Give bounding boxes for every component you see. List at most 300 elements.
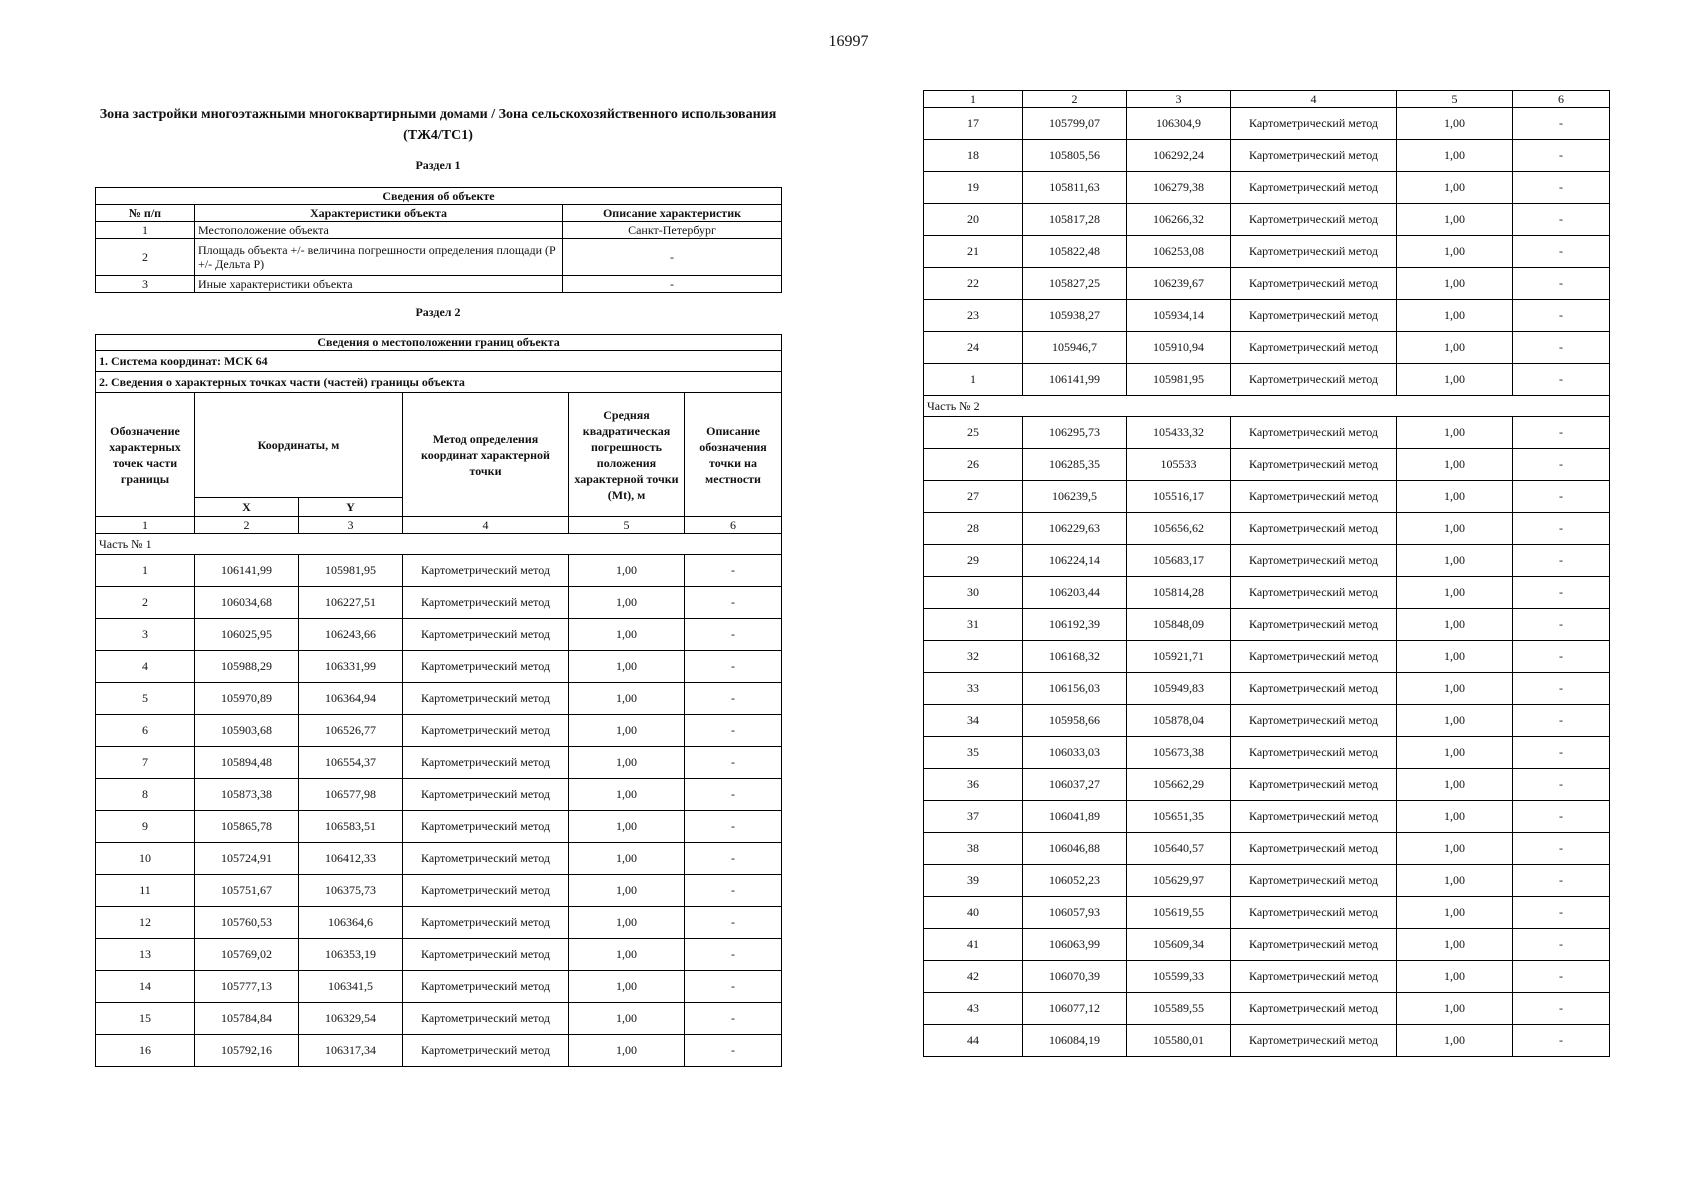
point-number: 30 <box>924 577 1023 609</box>
point-description: - <box>685 1035 782 1067</box>
coord-y: 105640,57 <box>1127 833 1231 865</box>
coord-x: 106229,63 <box>1023 513 1127 545</box>
error-value: 1,00 <box>1397 236 1513 268</box>
coord-y: 106341,5 <box>299 971 403 1003</box>
coord-y: 106253,08 <box>1127 236 1231 268</box>
coord-x: 105903,68 <box>195 715 299 747</box>
col-number: 2 <box>195 517 299 534</box>
table-row <box>96 651 782 683</box>
point-description: - <box>1513 236 1610 268</box>
error-value: 1,00 <box>1397 513 1513 545</box>
error-value: 1,00 <box>1397 961 1513 993</box>
error-value: 1,00 <box>1397 172 1513 204</box>
point-description: - <box>1513 865 1610 897</box>
method: Картометрический метод <box>403 715 569 747</box>
point-description: - <box>685 587 782 619</box>
point-description: - <box>1513 929 1610 961</box>
table-row <box>96 683 782 715</box>
y-header: Y <box>299 498 403 517</box>
point-description: - <box>1513 673 1610 705</box>
point-description: - <box>1513 545 1610 577</box>
coord-system: 1. Система координат: МСК 64 <box>96 351 782 372</box>
error-value: 1,00 <box>1397 993 1513 1025</box>
table-row <box>96 276 782 293</box>
point-description: - <box>685 683 782 715</box>
table-row <box>924 300 1610 332</box>
coord-x: 105827,25 <box>1023 268 1127 300</box>
coord-x: 105777,13 <box>195 971 299 1003</box>
document-title: Зона застройки многоэтажными многоквартирными домами / Зона сельскохозяйственного использования (ТЖ4/ТС1) <box>99 107 777 143</box>
error-value: 1,00 <box>569 971 685 1003</box>
table-row <box>924 801 1610 833</box>
table-row <box>924 204 1610 236</box>
point-number: 40 <box>924 897 1023 929</box>
method: Картометрический метод <box>1231 1025 1397 1057</box>
coord-x: 106285,35 <box>1023 449 1127 481</box>
point-number: 3 <box>96 619 195 651</box>
table-row <box>96 843 782 875</box>
point-number: 9 <box>96 811 195 843</box>
error-value: 1,00 <box>1397 897 1513 929</box>
method: Картометрический метод <box>1231 417 1397 449</box>
point-number: 32 <box>924 641 1023 673</box>
error-value: 1,00 <box>1397 577 1513 609</box>
point-description: - <box>1513 332 1610 364</box>
object-info-title: Сведения об объекте <box>96 188 782 205</box>
error-value: 1,00 <box>569 555 685 587</box>
coord-x: 106168,32 <box>1023 641 1127 673</box>
coord-x: 106025,95 <box>195 619 299 651</box>
method: Картометрический метод <box>1231 268 1397 300</box>
coord-y: 105848,09 <box>1127 609 1231 641</box>
point-description: - <box>1513 108 1610 140</box>
coord-y: 105662,29 <box>1127 769 1231 801</box>
coord-y: 106331,99 <box>299 651 403 683</box>
point-number: 42 <box>924 961 1023 993</box>
method: Картометрический метод <box>403 747 569 779</box>
row-number: 1 <box>96 222 195 239</box>
table-row <box>924 481 1610 513</box>
point-number: 21 <box>924 236 1023 268</box>
coord-x: 106063,99 <box>1023 929 1127 961</box>
coord-y: 106227,51 <box>299 587 403 619</box>
table-row <box>96 875 782 907</box>
point-number: 5 <box>96 683 195 715</box>
point-number: 38 <box>924 833 1023 865</box>
method: Картометрический метод <box>1231 449 1397 481</box>
table-row <box>924 737 1610 769</box>
point-description: - <box>685 875 782 907</box>
table-row <box>96 587 782 619</box>
error-value: 1,00 <box>569 715 685 747</box>
method: Картометрический метод <box>1231 236 1397 268</box>
boundary-points-table-continued <box>923 90 1610 1057</box>
table-row <box>924 108 1610 140</box>
method: Картометрический метод <box>1231 609 1397 641</box>
point-number: 37 <box>924 801 1023 833</box>
point-description: - <box>1513 481 1610 513</box>
point-number: 8 <box>96 779 195 811</box>
coord-y: 106243,66 <box>299 619 403 651</box>
point-description: - <box>685 619 782 651</box>
col-number: 2 <box>1023 91 1127 108</box>
coord-y: 105619,55 <box>1127 897 1231 929</box>
error-value: 1,00 <box>569 875 685 907</box>
point-number: 25 <box>924 417 1023 449</box>
row-number: 3 <box>96 276 195 293</box>
method: Картометрический метод <box>1231 673 1397 705</box>
point-number: 24 <box>924 332 1023 364</box>
table-row <box>96 971 782 1003</box>
right-page <box>923 90 1609 1057</box>
coord-x: 105769,02 <box>195 939 299 971</box>
boundary-points-table <box>95 334 782 1067</box>
error-value: 1,00 <box>569 907 685 939</box>
table-row <box>924 609 1610 641</box>
part-1-label: Часть № 1 <box>96 534 782 555</box>
point-description: - <box>685 651 782 683</box>
col-number: 6 <box>685 517 782 534</box>
coord-x: 105751,67 <box>195 875 299 907</box>
table-row <box>96 939 782 971</box>
coord-y: 105533 <box>1127 449 1231 481</box>
point-number: 10 <box>96 843 195 875</box>
method: Картометрический метод <box>1231 513 1397 545</box>
section-1-heading: Раздел 1 <box>415 158 461 172</box>
point-description: - <box>1513 961 1610 993</box>
coord-y: 105910,94 <box>1127 332 1231 364</box>
method: Картометрический метод <box>1231 300 1397 332</box>
point-number: 41 <box>924 929 1023 961</box>
description-header: Описание обозначения точки на местности <box>685 393 782 517</box>
object-info-table <box>95 187 782 293</box>
col-number: 4 <box>403 517 569 534</box>
row-characteristic: Местоположение объекта <box>195 222 563 239</box>
error-value: 1,00 <box>1397 481 1513 513</box>
coord-y: 106364,94 <box>299 683 403 715</box>
point-number: 23 <box>924 300 1023 332</box>
col-description-header: Описание характеристик <box>563 205 782 222</box>
coord-x: 106070,39 <box>1023 961 1127 993</box>
table-row <box>924 417 1610 449</box>
col-number: 1 <box>96 517 195 534</box>
table-row <box>924 1025 1610 1057</box>
point-number: 36 <box>924 769 1023 801</box>
coord-y: 106412,33 <box>299 843 403 875</box>
error-value: 1,00 <box>569 939 685 971</box>
coord-y: 105673,38 <box>1127 737 1231 769</box>
point-description: - <box>1513 417 1610 449</box>
table-row <box>96 907 782 939</box>
coord-x: 106084,19 <box>1023 1025 1127 1057</box>
coord-x: 105792,16 <box>195 1035 299 1067</box>
coord-x: 105805,56 <box>1023 140 1127 172</box>
row-value: - <box>563 239 782 276</box>
coord-x: 106033,03 <box>1023 737 1127 769</box>
point-number: 11 <box>96 875 195 907</box>
page-number: 16997 <box>828 33 869 50</box>
coord-y: 105609,34 <box>1127 929 1231 961</box>
table-row <box>96 1035 782 1067</box>
point-description: - <box>1513 300 1610 332</box>
coord-y: 106266,32 <box>1127 204 1231 236</box>
method: Картометрический метод <box>1231 705 1397 737</box>
error-value: 1,00 <box>1397 545 1513 577</box>
coord-x: 106141,99 <box>1023 364 1127 396</box>
table-row <box>924 673 1610 705</box>
table-row <box>96 619 782 651</box>
table-row <box>924 364 1610 396</box>
point-description: - <box>1513 705 1610 737</box>
points-title: 2. Сведения о характерных точках части (частей) границы объекта <box>96 372 782 393</box>
table-row <box>924 897 1610 929</box>
col-number: 5 <box>1397 91 1513 108</box>
table-row <box>924 236 1610 268</box>
error-value: 1,00 <box>1397 737 1513 769</box>
method: Картометрический метод <box>1231 108 1397 140</box>
method: Картометрический метод <box>1231 897 1397 929</box>
table-row <box>96 811 782 843</box>
left-points-body <box>96 555 782 1067</box>
coord-y: 106375,73 <box>299 875 403 907</box>
row-value: - <box>563 276 782 293</box>
coord-y: 105589,55 <box>1127 993 1231 1025</box>
table-row <box>924 833 1610 865</box>
error-value: 1,00 <box>1397 140 1513 172</box>
error-value: 1,00 <box>1397 705 1513 737</box>
table-row <box>924 172 1610 204</box>
coord-x: 106046,88 <box>1023 833 1127 865</box>
error-value: 1,00 <box>569 1035 685 1067</box>
coord-y: 106292,24 <box>1127 140 1231 172</box>
method: Картометрический метод <box>1231 993 1397 1025</box>
coord-y: 106317,34 <box>299 1035 403 1067</box>
coord-x: 105958,66 <box>1023 705 1127 737</box>
table-row <box>924 705 1610 737</box>
row-characteristic: Площадь объекта +/- величина погрешности определения площади (Р +/- Дельта Р) <box>195 239 563 276</box>
point-number: 35 <box>924 737 1023 769</box>
error-value: 1,00 <box>1397 417 1513 449</box>
coord-x: 105946,7 <box>1023 332 1127 364</box>
part-2-label: Часть № 2 <box>924 396 1610 417</box>
column-number-row <box>924 91 1610 108</box>
coord-y: 106364,6 <box>299 907 403 939</box>
point-number: 20 <box>924 204 1023 236</box>
coord-y: 106304,9 <box>1127 108 1231 140</box>
point-number: 27 <box>924 481 1023 513</box>
point-number: 17 <box>924 108 1023 140</box>
point-description: - <box>1513 204 1610 236</box>
coord-y: 105683,17 <box>1127 545 1231 577</box>
col-number-header: № п/п <box>96 205 195 222</box>
method: Картометрический метод <box>403 683 569 715</box>
point-number: 18 <box>924 140 1023 172</box>
table-row <box>96 747 782 779</box>
table-row <box>924 140 1610 172</box>
table-row <box>924 545 1610 577</box>
table-row <box>924 577 1610 609</box>
error-value: 1,00 <box>1397 300 1513 332</box>
point-description: - <box>1513 1025 1610 1057</box>
point-description: - <box>685 907 782 939</box>
table-row <box>924 993 1610 1025</box>
designation-header: Обозначение характерных точек части границы <box>96 393 195 517</box>
point-description: - <box>1513 897 1610 929</box>
method-header: Метод определения координат характерной точки <box>403 393 569 517</box>
coord-y: 105651,35 <box>1127 801 1231 833</box>
point-description: - <box>685 1003 782 1035</box>
method: Картометрический метод <box>403 811 569 843</box>
point-description: - <box>1513 172 1610 204</box>
error-value: 1,00 <box>1397 769 1513 801</box>
coord-y: 105629,97 <box>1127 865 1231 897</box>
point-number: 19 <box>924 172 1023 204</box>
point-description: - <box>1513 737 1610 769</box>
point-number: 4 <box>96 651 195 683</box>
point-number: 31 <box>924 609 1023 641</box>
error-value: 1,00 <box>1397 833 1513 865</box>
point-number: 2 <box>96 587 195 619</box>
error-value: 1,00 <box>1397 332 1513 364</box>
row-value: Санкт-Петербург <box>563 222 782 239</box>
coord-x: 106203,44 <box>1023 577 1127 609</box>
coord-x: 106077,12 <box>1023 993 1127 1025</box>
point-number: 22 <box>924 268 1023 300</box>
table-row <box>924 449 1610 481</box>
point-description: - <box>1513 801 1610 833</box>
point-description: - <box>1513 364 1610 396</box>
method: Картометрический метод <box>1231 769 1397 801</box>
method: Картометрический метод <box>1231 332 1397 364</box>
coord-y: 106279,38 <box>1127 172 1231 204</box>
error-value: 1,00 <box>569 747 685 779</box>
coord-y: 105981,95 <box>1127 364 1231 396</box>
coord-x: 105988,29 <box>195 651 299 683</box>
point-number: 34 <box>924 705 1023 737</box>
coord-y: 105656,62 <box>1127 513 1231 545</box>
coord-x: 105817,28 <box>1023 204 1127 236</box>
coord-y: 106239,67 <box>1127 268 1231 300</box>
point-number: 29 <box>924 545 1023 577</box>
section-2-heading: Раздел 2 <box>415 305 461 319</box>
error-value: 1,00 <box>569 1003 685 1035</box>
method: Картометрический метод <box>1231 545 1397 577</box>
method: Картометрический метод <box>1231 577 1397 609</box>
coord-y: 106329,54 <box>299 1003 403 1035</box>
error-value: 1,00 <box>569 843 685 875</box>
point-description: - <box>685 715 782 747</box>
error-value: 1,00 <box>1397 204 1513 236</box>
coord-x: 106041,89 <box>1023 801 1127 833</box>
column-number-row <box>96 517 782 534</box>
point-description: - <box>1513 449 1610 481</box>
col-number: 4 <box>1231 91 1397 108</box>
coord-x: 106224,14 <box>1023 545 1127 577</box>
table-row <box>924 961 1610 993</box>
coord-x: 105865,78 <box>195 811 299 843</box>
coord-x: 105894,48 <box>195 747 299 779</box>
point-number: 14 <box>96 971 195 1003</box>
point-number: 12 <box>96 907 195 939</box>
coord-x: 106192,39 <box>1023 609 1127 641</box>
right-points-part2-body <box>924 417 1610 1057</box>
point-description: - <box>685 555 782 587</box>
col-number: 5 <box>569 517 685 534</box>
error-value: 1,00 <box>1397 609 1513 641</box>
point-number: 1 <box>924 364 1023 396</box>
coord-y: 106526,77 <box>299 715 403 747</box>
method: Картометрический метод <box>1231 364 1397 396</box>
coord-x: 105822,48 <box>1023 236 1127 268</box>
location-table-title: Сведения о местоположении границ объекта <box>96 335 782 351</box>
point-description: - <box>685 811 782 843</box>
error-value: 1,00 <box>1397 108 1513 140</box>
coord-y: 106353,19 <box>299 939 403 971</box>
error-value: 1,00 <box>1397 929 1513 961</box>
error-value: 1,00 <box>1397 1025 1513 1057</box>
point-description: - <box>685 779 782 811</box>
point-description: - <box>685 843 782 875</box>
table-row <box>924 641 1610 673</box>
point-number: 15 <box>96 1003 195 1035</box>
point-number: 13 <box>96 939 195 971</box>
row-characteristic: Иные характеристики объекта <box>195 276 563 293</box>
coord-x: 105938,27 <box>1023 300 1127 332</box>
method: Картометрический метод <box>1231 801 1397 833</box>
point-description: - <box>1513 993 1610 1025</box>
coord-x: 106156,03 <box>1023 673 1127 705</box>
coord-y: 105516,17 <box>1127 481 1231 513</box>
table-row <box>96 779 782 811</box>
table-row <box>924 332 1610 364</box>
point-description: - <box>685 971 782 1003</box>
coord-x: 105784,84 <box>195 1003 299 1035</box>
coord-x: 105799,07 <box>1023 108 1127 140</box>
table-row <box>924 865 1610 897</box>
coord-y: 105878,04 <box>1127 705 1231 737</box>
table-row <box>924 769 1610 801</box>
method: Картометрический метод <box>403 875 569 907</box>
table-row <box>96 239 782 276</box>
point-description: - <box>1513 513 1610 545</box>
coord-x: 106295,73 <box>1023 417 1127 449</box>
coords-header: Координаты, м <box>195 393 403 498</box>
coord-x: 105811,63 <box>1023 172 1127 204</box>
point-description: - <box>1513 577 1610 609</box>
point-description: - <box>1513 609 1610 641</box>
point-number: 44 <box>924 1025 1023 1057</box>
point-number: 16 <box>96 1035 195 1067</box>
left-page <box>95 104 781 1067</box>
coord-y: 105981,95 <box>299 555 403 587</box>
error-value: 1,00 <box>1397 641 1513 673</box>
method: Картометрический метод <box>1231 172 1397 204</box>
method: Картометрический метод <box>403 1003 569 1035</box>
error-value: 1,00 <box>569 683 685 715</box>
method: Картометрический метод <box>403 555 569 587</box>
table-row <box>924 929 1610 961</box>
col-number: 3 <box>299 517 403 534</box>
row-number: 2 <box>96 239 195 276</box>
point-number: 7 <box>96 747 195 779</box>
coord-x: 105760,53 <box>195 907 299 939</box>
error-header: Средняя квадратическая погрешность положения характерной точки (Мt), м <box>569 393 685 517</box>
coord-y: 105599,33 <box>1127 961 1231 993</box>
method: Картометрический метод <box>403 939 569 971</box>
error-value: 1,00 <box>1397 801 1513 833</box>
point-number: 33 <box>924 673 1023 705</box>
method: Картометрический метод <box>1231 929 1397 961</box>
